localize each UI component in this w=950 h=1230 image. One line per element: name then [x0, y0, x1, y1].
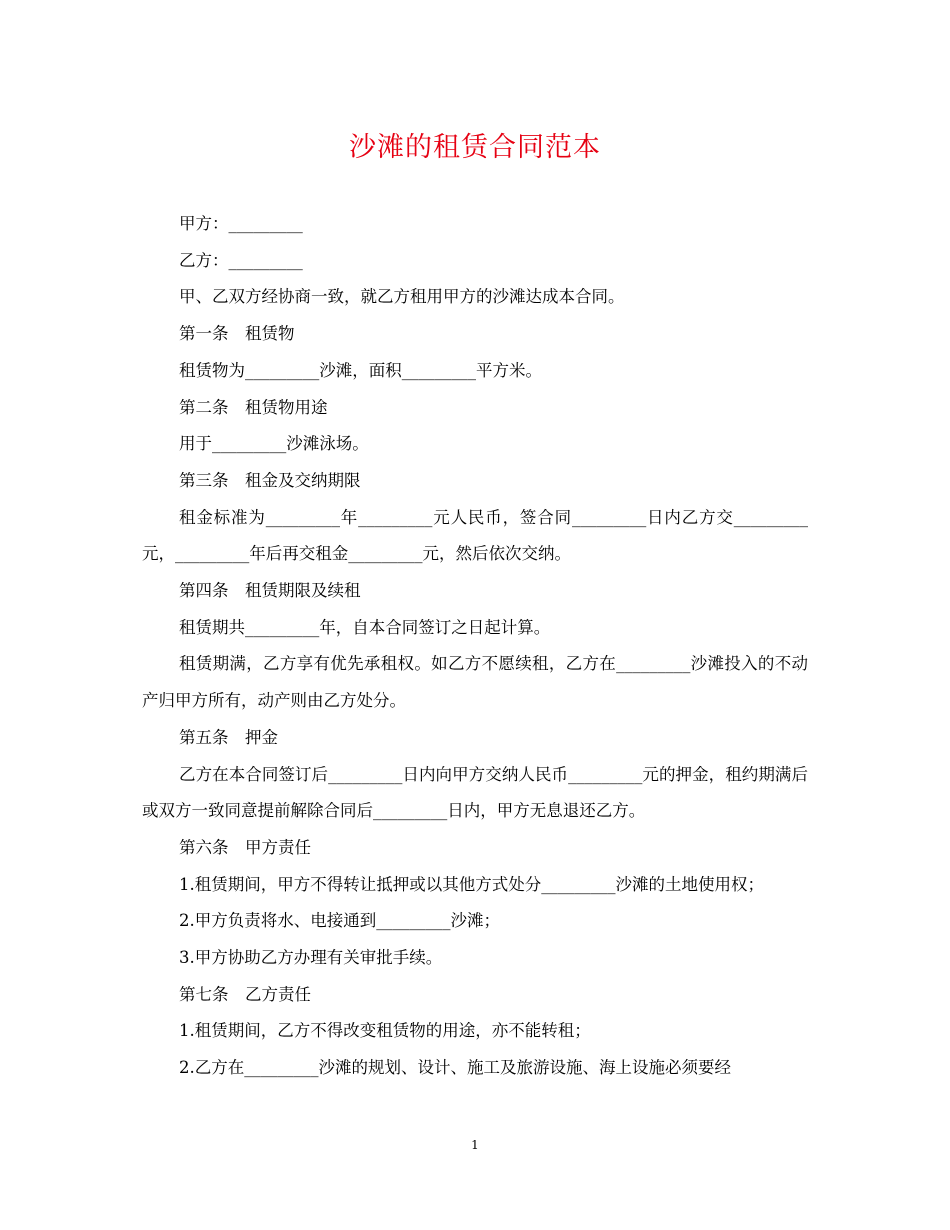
document-title: 沙滩的租赁合同范本 [349, 132, 601, 163]
article-5-heading: 第五条 押金 [179, 727, 278, 747]
document-body [142, 206, 808, 1087]
article-3-heading: 第三条 租金及交纳期限 [179, 470, 361, 490]
page-number: 1 [471, 1138, 479, 1152]
article-3-text: 租金标准为_________年_________元人民币，签合同_________日内乙方交_________元，_________年后再交租金_________元，然后依次交纳。 [142, 507, 808, 564]
article-6-item-1: 1.租赁期间，甲方不得转让抵押或以其他方式处分_________沙滩的土地使用权； [179, 874, 764, 894]
preamble-paragraph: 甲、乙双方经协商一致，就乙方租用甲方的沙滩达成本合同。 [179, 287, 625, 307]
article-1-text: 租赁物为_________沙滩，面积_________平方米。 [179, 360, 542, 380]
article-7-item-2: 2.乙方在_________沙滩的规划、设计、施工及旅游设施、海上设施必须要经 [179, 1058, 731, 1078]
article-6-item-2: 2.甲方负责将水、电接通到_________沙滩； [179, 911, 500, 931]
article-7-item-1: 1.租赁期间，乙方不得改变租赁物的用途，亦不能转租； [179, 1021, 591, 1041]
article-2-heading: 第二条 租赁物用途 [179, 397, 328, 417]
article-2-text: 用于_________沙滩泳场。 [179, 434, 369, 454]
article-5-text: 乙方在本合同签订后_________日内向甲方交纳人民币_________元的押金，租约期满后或双方一致同意提前解除合同后_________日内，甲方无息退还乙方。 [142, 764, 808, 821]
article-6-heading: 第六条 甲方责任 [179, 837, 311, 857]
article-6-item-3: 3.甲方协助乙方办理有关审批手续。 [179, 948, 443, 968]
article-7-heading: 第七条 乙方责任 [179, 984, 311, 1004]
party-a-line: 甲方：_________ [179, 214, 303, 233]
article-4-text-2: 租赁期满，乙方享有优先承租权。如乙方不愿续租，乙方在_________沙滩投入的不动产归甲方所有，动产则由乙方处分。 [142, 654, 808, 711]
article-4-heading: 第四条 租赁期限及续租 [179, 581, 361, 601]
article-1-heading: 第一条 租赁物 [179, 324, 295, 344]
article-4-text-1: 租赁期共_________年，自本合同签订之日起计算。 [179, 617, 551, 637]
party-b-line: 乙方：_________ [179, 250, 303, 270]
